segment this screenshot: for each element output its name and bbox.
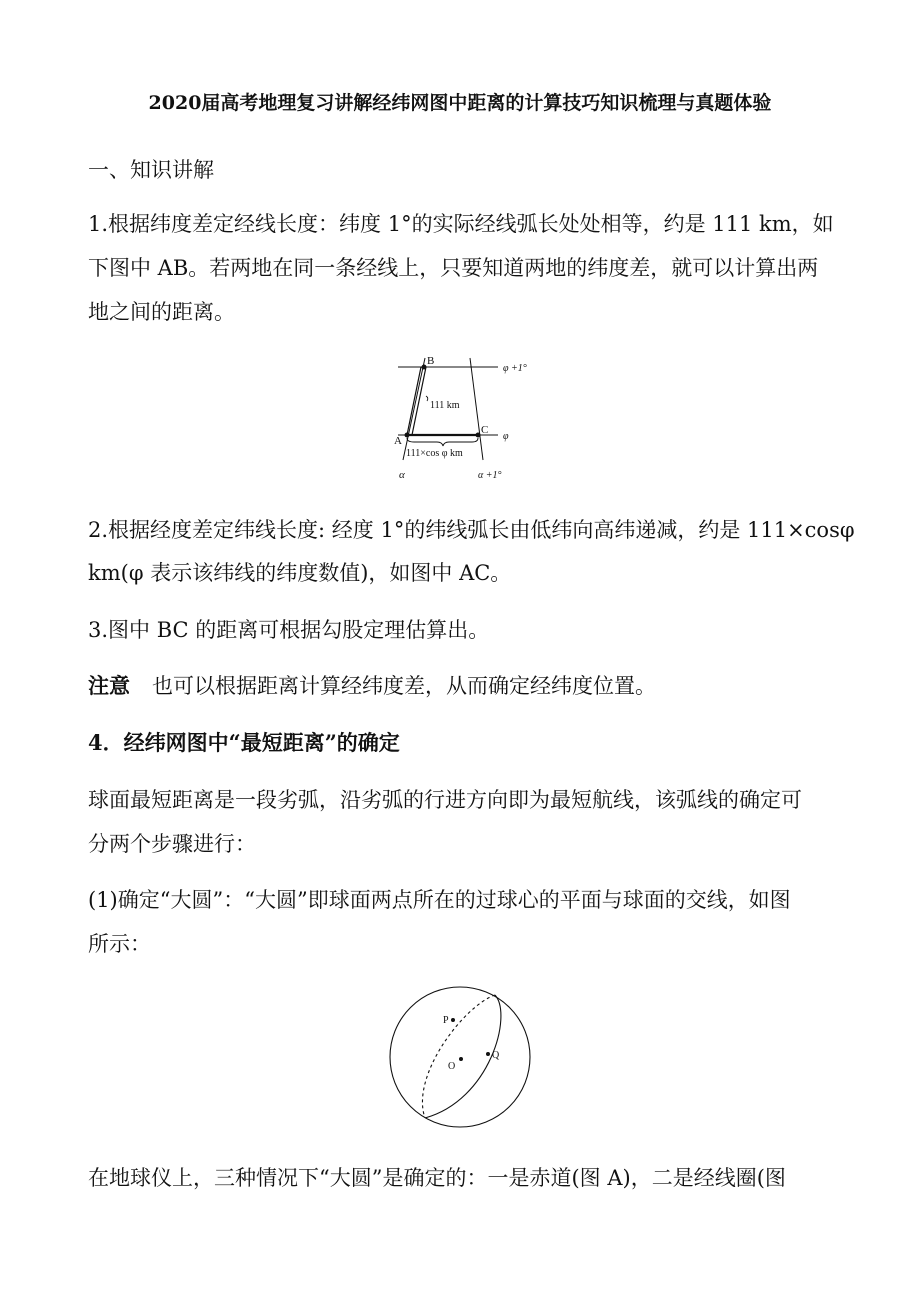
meridian-right <box>470 358 483 460</box>
label-lon-left: α <box>399 469 405 481</box>
label-ac-length: 111×cos φ km <box>406 448 463 459</box>
label-q: Q <box>492 1050 500 1061</box>
label-lon-right: α +1° <box>478 470 502 481</box>
paragraph-2-line-2: km(φ 表示该纬线的纬度数值)，如图中 AC。 <box>88 561 512 585</box>
brace-ac <box>407 438 478 446</box>
point-p <box>451 1018 455 1022</box>
point-a <box>405 433 410 438</box>
page-title: 2020届高考地理复习讲解经纬网图中距离的计算技巧知识梳理与真题体验 <box>148 92 772 114</box>
point-q <box>486 1052 490 1056</box>
label-c: C <box>481 424 489 436</box>
section-heading: 一、知识讲解 <box>88 158 214 182</box>
label-lat-top: φ +1° <box>503 363 527 374</box>
label-ab-length: 111 km <box>430 400 460 411</box>
paragraph-1-line-2: 下图中 AB。若两地在同一条经线上，只要知道两地的纬度差，就可以计算出两 <box>88 256 819 280</box>
label-a: A <box>394 435 402 447</box>
paragraph-4-line-2: 分两个步骤进行： <box>88 832 256 856</box>
paragraph-1-line-3: 地之间的距离。 <box>88 300 235 324</box>
label-lat-bottom: φ <box>503 431 509 442</box>
meridian-left <box>403 358 425 460</box>
note-text: 也可以根据距离计算经纬度差，从而确定经纬度位置。 <box>152 674 656 698</box>
paragraph-5-line-1: (1)确定“大圆”：“大圆”即球面两点所在的过球心的平面与球面的交线，如图 <box>88 888 791 912</box>
point-b <box>422 365 427 370</box>
point-c <box>476 433 481 438</box>
section-4-heading: 4．经纬网图中“最短距离”的确定 <box>88 730 400 755</box>
label-b: B <box>427 355 435 367</box>
note-paragraph <box>88 671 656 701</box>
paragraph-5-line-2: 所示： <box>88 932 151 956</box>
paragraph-2-line-1: 2.根据经度差定纬线长度: 经度 1°的纬线弧长由低纬向高纬递减，约是 111×cosφ <box>88 518 855 542</box>
paragraph-4-line-1: 球面最短距离是一段劣弧，沿劣弧的行进方向即为最短航线，该弧线的确定可 <box>88 788 802 812</box>
label-o: O <box>448 1061 456 1072</box>
note-label: 注意 <box>88 673 130 698</box>
great-circle-figure <box>385 985 535 1130</box>
latlon-distance-figure <box>380 348 560 488</box>
sphere-outline <box>390 987 530 1127</box>
paragraph-3: 3.图中 BC 的距离可根据勾股定理估算出。 <box>88 618 490 642</box>
paragraph-6-line-1: 在地球仪上，三种情况下“大圆”是确定的：一是赤道(图 A)，二是经线圈(图 <box>88 1166 786 1190</box>
brace-ab <box>426 396 428 401</box>
label-p: P <box>443 1015 449 1026</box>
great-circle-back <box>422 995 495 1118</box>
paragraph-1-line-1: 1.根据纬度差定经线长度：纬度 1°的实际经线弧长处处相等，约是 111 km，如 <box>88 212 834 236</box>
point-o <box>459 1057 463 1061</box>
